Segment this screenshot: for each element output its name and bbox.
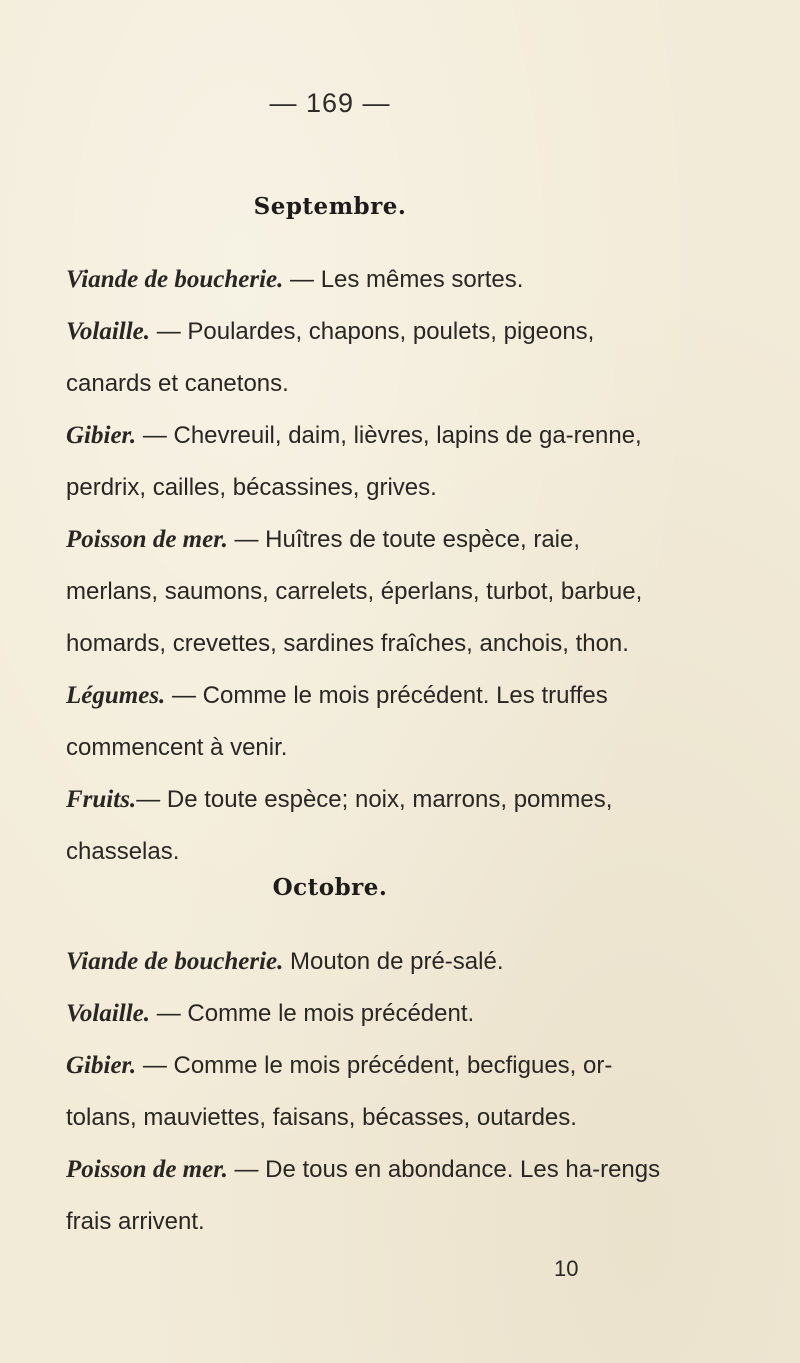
entry-text: — Chevreuil, daim, lièvres, lapins de ga-renne, perdrix, cailles, bécassines, grives. bbox=[66, 422, 642, 501]
entry-octobre-poisson bbox=[66, 1144, 666, 1248]
signature-mark: 10 bbox=[554, 1256, 579, 1281]
entry-text: — De toute espèce; noix, marrons, pommes, chasselas. bbox=[66, 786, 613, 865]
entry-octobre-viande bbox=[66, 936, 666, 988]
entry-text: — De tous en abondance. Les ha-rengs frais arrivent. bbox=[66, 1156, 661, 1235]
entry-septembre-fruits bbox=[66, 774, 666, 878]
entry-text: — Comme le mois précédent. Les truffes commencent à venir. bbox=[66, 682, 608, 761]
entry-text: — Les mêmes sortes. bbox=[283, 266, 524, 293]
entry-septembre-gibier bbox=[66, 410, 666, 514]
entry-label: Viande de boucherie. bbox=[66, 266, 284, 293]
entry-septembre-poisson bbox=[66, 514, 666, 670]
entry-label: Volaille. bbox=[66, 1000, 151, 1027]
entry-label: Viande de boucherie. bbox=[66, 948, 284, 975]
page-number: — 169 — bbox=[269, 88, 391, 118]
entry-label: Gibier. bbox=[66, 422, 137, 449]
entry-label: Légumes. bbox=[66, 682, 166, 709]
section-heading-octobre: Octobre. bbox=[272, 874, 388, 901]
entry-text: — Comme le mois précédent. bbox=[150, 1000, 475, 1027]
entry-octobre-volaille bbox=[66, 988, 666, 1040]
entry-text: — Huîtres de toute espèce, raie, merlans, saumons, carrelets, éperlans, turbot, barbue, homards, crevettes, sardines fraîches, anchois, thon. bbox=[66, 526, 643, 657]
entry-label: Gibier. bbox=[66, 1052, 137, 1079]
entry-label: Fruits. bbox=[66, 786, 137, 813]
entry-text: Mouton de pré-salé. bbox=[283, 948, 504, 975]
entry-label: Volaille. bbox=[66, 318, 151, 345]
entry-septembre-legumes bbox=[66, 670, 666, 774]
entry-label: Poisson de mer. bbox=[66, 1156, 228, 1183]
entry-octobre-gibier bbox=[66, 1040, 666, 1144]
section-heading-septembre: Septembre. bbox=[253, 193, 407, 220]
entry-text: — Poulardes, chapons, poulets, pigeons, canards et canetons. bbox=[66, 318, 595, 397]
entry-septembre-volaille bbox=[66, 306, 666, 410]
entry-septembre-viande bbox=[66, 254, 666, 306]
entry-text: — Comme le mois précédent, becfigues, or-tolans, mauviettes, faisans, bécasses, outardes. bbox=[66, 1052, 613, 1131]
entry-label: Poisson de mer. bbox=[66, 526, 228, 553]
